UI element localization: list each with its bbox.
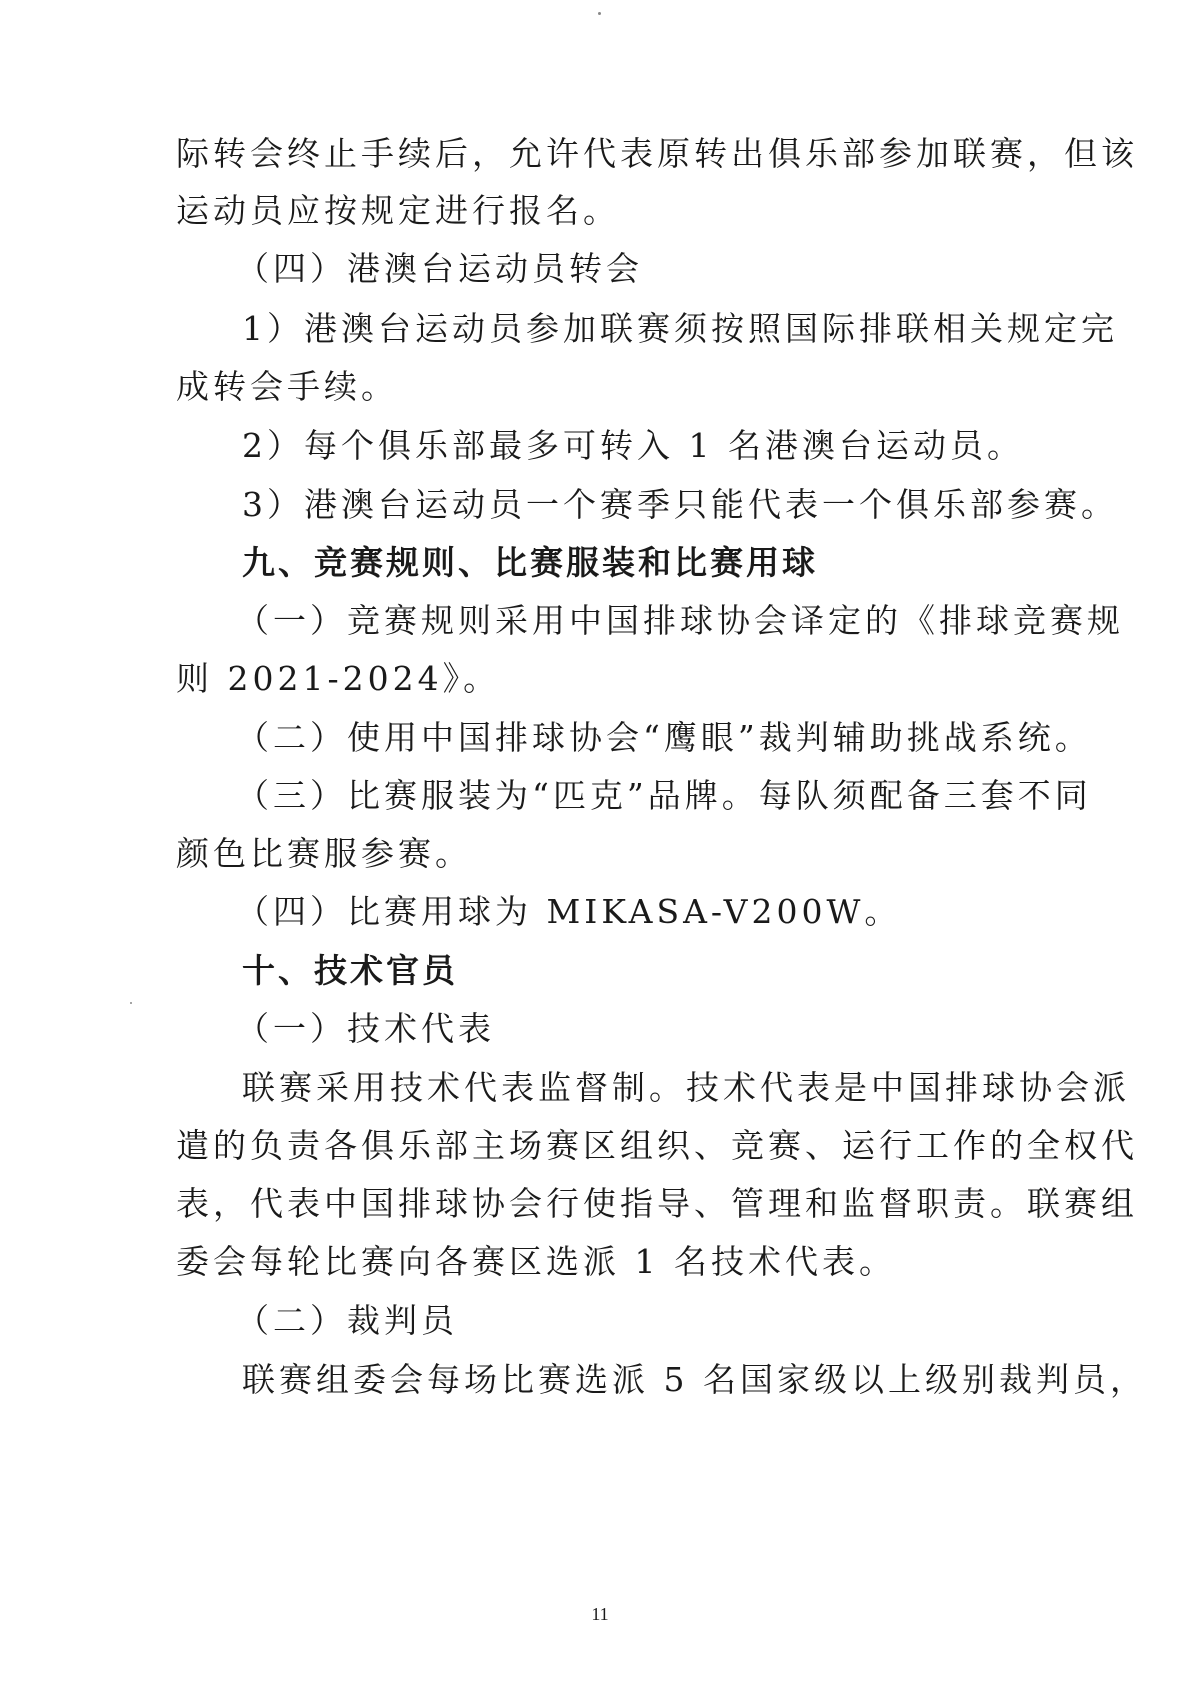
- page-number: 11: [591, 1604, 609, 1624]
- paragraph-line: （一）竞赛规则采用中国排球协会译定的《排球竞赛规: [236, 601, 1124, 640]
- section-subheading: （四）港澳台运动员转会: [236, 249, 643, 288]
- list-item: 1）港澳台运动员参加联赛须按照国际排联相关规定完: [242, 309, 1118, 348]
- paragraph-line: （四）比赛用球为 MIKASA-V200W。: [236, 892, 902, 931]
- paragraph-line: （三）比赛服装为“匹克”品牌。每队须配备三套不同: [236, 776, 1092, 815]
- paragraph-line: 际转会终止手续后，允许代表原转出俱乐部参加联赛，但该: [176, 134, 1138, 173]
- paragraph-line: 表，代表中国排球协会行使指导、管理和监督职责。联赛组: [176, 1184, 1138, 1223]
- paragraph-line: 委会每轮比赛向各赛区选派 1 名技术代表。: [176, 1242, 896, 1281]
- section-heading: 九、竞赛规则、比赛服装和比赛用球: [242, 543, 818, 582]
- paragraph-line: 联赛采用技术代表监督制。技术代表是中国排球协会派: [242, 1068, 1130, 1107]
- scan-speck: [598, 12, 601, 15]
- paragraph-line: 运动员应按规定进行报名。: [176, 191, 620, 230]
- paragraph-line: 则 2021-2024》。: [176, 659, 501, 698]
- paragraph-line: 颜色比赛服参赛。: [176, 834, 472, 873]
- paragraph-line: （二）使用中国排球协会“鹰眼”裁判辅助挑战系统。: [236, 718, 1092, 757]
- paragraph-line: 成转会手续。: [176, 367, 398, 406]
- list-item: 2）每个俱乐部最多可转入 1 名港澳台运动员。: [242, 426, 1024, 465]
- paragraph-line: 遣的负责各俱乐部主场赛区组织、竞赛、运行工作的全权代: [176, 1126, 1138, 1165]
- paragraph-line: 联赛组委会每场比赛选派 5 名国家级以上级别裁判员，: [242, 1360, 1147, 1399]
- section-heading: 十、技术官员: [242, 951, 458, 990]
- section-subheading: （二）裁判员: [236, 1301, 458, 1340]
- section-subheading: （一）技术代表: [236, 1009, 495, 1048]
- list-item: 3）港澳台运动员一个赛季只能代表一个俱乐部参赛。: [242, 485, 1118, 524]
- scan-speck: [130, 1002, 132, 1004]
